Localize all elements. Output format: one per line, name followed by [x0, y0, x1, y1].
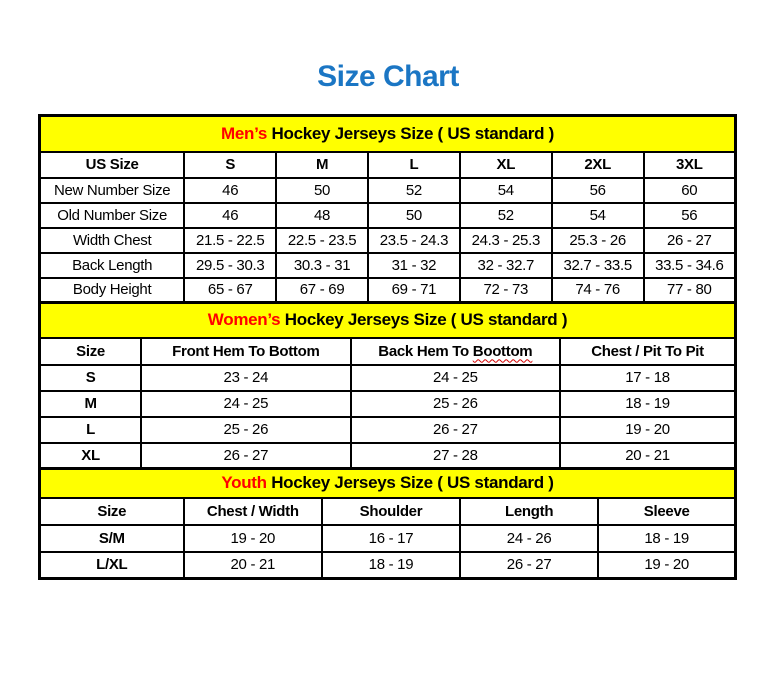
- womens-col-back-hem: [351, 338, 560, 365]
- size-value-cell: 16 - 17: [322, 525, 460, 552]
- size-value-cell: 48: [276, 203, 368, 228]
- size-value-cell: 46: [184, 203, 276, 228]
- mens-col-s: S: [184, 152, 276, 178]
- row-label: M: [40, 391, 142, 417]
- youth-col-length: Length: [460, 498, 599, 525]
- youth-col-chest-width: Chest / Width: [184, 498, 323, 525]
- size-value-cell: 31 - 32: [368, 253, 460, 278]
- womens-section-title: Hockey Jerseys Size ( US standard ): [284, 310, 568, 330]
- youth-size-table: [38, 467, 737, 580]
- row-label: Old Number Size: [40, 203, 185, 228]
- size-value-cell: 46: [184, 178, 276, 203]
- size-value-cell: 25.3 - 26: [552, 228, 644, 253]
- table-row: [40, 203, 736, 228]
- size-value-cell: 72 - 73: [460, 278, 552, 303]
- size-value-cell: 24 - 25: [351, 365, 560, 391]
- womens-header-row: [40, 338, 736, 365]
- row-label: L: [40, 417, 142, 443]
- size-value-cell: 20 - 21: [560, 443, 735, 469]
- size-value-cell: 26 - 27: [351, 417, 560, 443]
- table-row: [40, 178, 736, 203]
- mens-col-3xl: 3XL: [644, 152, 736, 178]
- youth-section-highlight: Youth: [221, 473, 267, 493]
- size-value-cell: 21.5 - 22.5: [184, 228, 276, 253]
- size-value-cell: 26 - 27: [460, 552, 599, 579]
- row-label: Back Length: [40, 253, 185, 278]
- table-row: [40, 228, 736, 253]
- mens-col-us-size: US Size: [40, 152, 185, 178]
- table-row: [40, 443, 736, 469]
- size-value-cell: 67 - 69: [276, 278, 368, 303]
- size-value-cell: 56: [552, 178, 644, 203]
- size-value-cell: 74 - 76: [552, 278, 644, 303]
- row-label: Width Chest: [40, 228, 185, 253]
- youth-col-sleeve: Sleeve: [598, 498, 735, 525]
- size-value-cell: 25 - 26: [141, 417, 350, 443]
- row-label: S/M: [40, 525, 184, 552]
- mens-section-highlight: Men’s: [221, 123, 268, 143]
- womens-section-highlight: Women’s: [207, 310, 281, 330]
- size-value-cell: 54: [460, 178, 552, 203]
- size-value-cell: 17 - 18: [560, 365, 735, 391]
- size-chart-page: [0, 60, 776, 580]
- mens-header-row: [40, 152, 736, 178]
- row-label: L/XL: [40, 552, 184, 579]
- size-value-cell: 52: [460, 203, 552, 228]
- size-value-cell: 56: [644, 203, 736, 228]
- table-row: [40, 525, 736, 552]
- page-title: Size Chart: [317, 60, 459, 93]
- size-value-cell: 25 - 26: [351, 391, 560, 417]
- size-value-cell: 18 - 19: [322, 552, 460, 579]
- womens-col-size: Size: [40, 338, 142, 365]
- womens-col-chest: Chest / Pit To Pit: [560, 338, 735, 365]
- table-row: [40, 365, 736, 391]
- size-value-cell: 27 - 28: [351, 443, 560, 469]
- size-value-cell: 52: [368, 178, 460, 203]
- table-row: [40, 391, 736, 417]
- size-value-cell: 26 - 27: [644, 228, 736, 253]
- size-value-cell: 69 - 71: [368, 278, 460, 303]
- mens-col-xl: XL: [460, 152, 552, 178]
- womens-col-front-hem: Front Hem To Bottom: [141, 338, 350, 365]
- mens-col-l: L: [368, 152, 460, 178]
- size-value-cell: 26 - 27: [141, 443, 350, 469]
- womens-col-back-hem-prefix: Back Hem To: [378, 342, 469, 360]
- size-value-cell: 33.5 - 34.6: [644, 253, 736, 278]
- mens-col-2xl: 2XL: [552, 152, 644, 178]
- row-label: Body Height: [40, 278, 185, 303]
- table-row: [40, 278, 736, 303]
- table-row: [40, 417, 736, 443]
- womens-section-band: [40, 303, 736, 338]
- size-value-cell: 19 - 20: [598, 552, 735, 579]
- size-value-cell: 23 - 24: [141, 365, 350, 391]
- size-value-cell: 60: [644, 178, 736, 203]
- youth-header-row: [40, 498, 736, 525]
- row-label: New Number Size: [40, 178, 185, 203]
- youth-section-title: Hockey Jerseys Size ( US standard ): [271, 473, 554, 493]
- size-chart-container: [38, 114, 737, 580]
- mens-section-band: [40, 116, 736, 152]
- size-value-cell: 18 - 19: [598, 525, 735, 552]
- womens-size-table: [38, 301, 737, 470]
- womens-section-header: [40, 303, 736, 338]
- size-value-cell: 24 - 26: [460, 525, 599, 552]
- size-value-cell: 54: [552, 203, 644, 228]
- size-value-cell: 32 - 32.7: [460, 253, 552, 278]
- size-value-cell: 24 - 25: [141, 391, 350, 417]
- table-row: [40, 552, 736, 579]
- womens-col-back-hem-misspelled: Boottom: [472, 342, 533, 360]
- size-value-cell: 23.5 - 24.3: [368, 228, 460, 253]
- size-value-cell: 19 - 20: [560, 417, 735, 443]
- size-value-cell: 24.3 - 25.3: [460, 228, 552, 253]
- size-value-cell: 20 - 21: [184, 552, 323, 579]
- size-value-cell: 32.7 - 33.5: [552, 253, 644, 278]
- size-value-cell: 30.3 - 31: [276, 253, 368, 278]
- size-value-cell: 77 - 80: [644, 278, 736, 303]
- youth-col-size: Size: [40, 498, 184, 525]
- table-row: [40, 253, 736, 278]
- row-label: XL: [40, 443, 142, 469]
- youth-section-header: [40, 469, 736, 498]
- size-value-cell: 29.5 - 30.3: [184, 253, 276, 278]
- size-value-cell: 50: [276, 178, 368, 203]
- mens-size-table: [38, 114, 737, 304]
- mens-col-m: M: [276, 152, 368, 178]
- size-value-cell: 18 - 19: [560, 391, 735, 417]
- youth-col-shoulder: Shoulder: [322, 498, 460, 525]
- size-value-cell: 65 - 67: [184, 278, 276, 303]
- row-label: S: [40, 365, 142, 391]
- size-value-cell: 22.5 - 23.5: [276, 228, 368, 253]
- size-value-cell: 50: [368, 203, 460, 228]
- mens-section-header: [40, 116, 736, 152]
- youth-section-band: [40, 469, 736, 498]
- size-value-cell: 19 - 20: [184, 525, 323, 552]
- mens-section-title: Hockey Jerseys Size ( US standard ): [271, 123, 554, 143]
